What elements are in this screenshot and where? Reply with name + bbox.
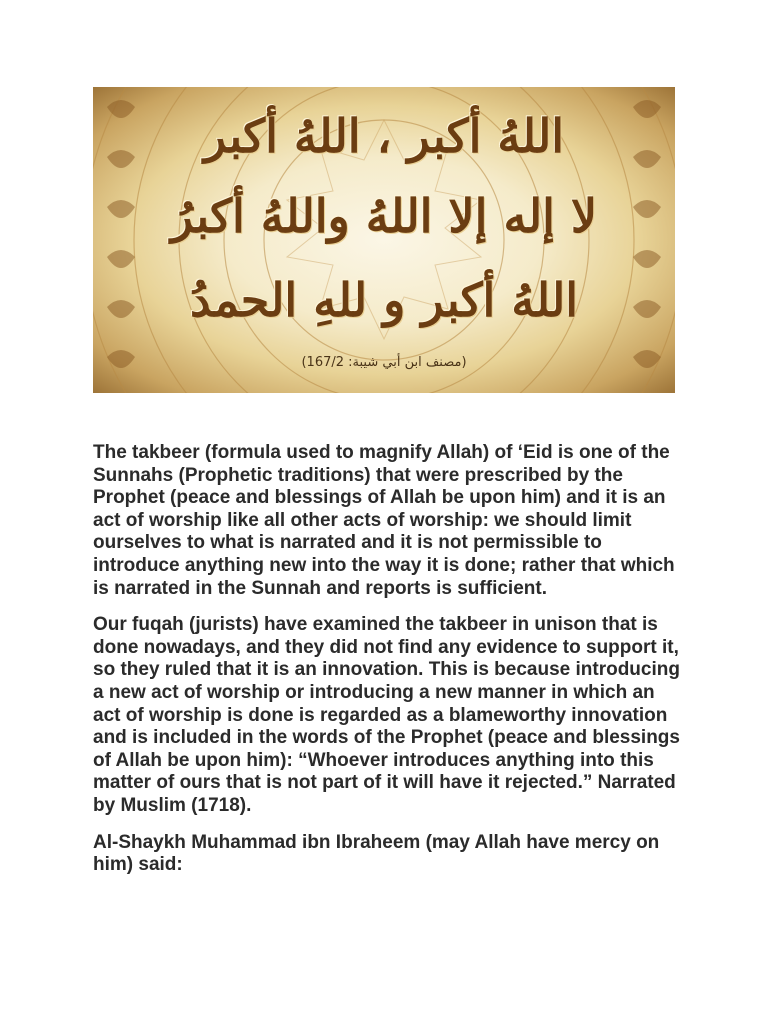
calligraphy-citation: (مصنف ابن أبي شيبة: 167/2)	[301, 355, 467, 370]
calligraphy-line-3: اللهُ أكبر و للهِ الحمدُ	[189, 273, 579, 327]
paragraph-fuqah-ruling: Our fuqah (jurists) have examined the takbeer in unison that is done nowadays, and they did not find any evidence to support it, so they ruled that it is an innovation. This is because introducing a new act of worship or introducing a new manner in which an act of worship is done is regarded as a blameworthy innovation and is included in the words of the Prophet (peace and blessings of Allah be upon him): “Whoever introduces anything into this matter of ours that is not part of it will have it rejected.” Narrated by Muslim (1718).	[93, 614, 680, 816]
takbeer-calligraphy-image	[93, 87, 675, 393]
paragraph-shaykh-quote-intro: Al-Shaykh Muhammad ibn Ibraheem (may Allah have mercy on him) said:	[93, 831, 660, 876]
calligraphy-line-2: لا إله إلا اللهُ واللهُ أكبرُ	[170, 189, 598, 243]
paragraph-takbeer-sunnah: The takbeer (formula used to magnify Allah) of ‘Eid is one of the Sunnahs (Prophetic traditions) that were prescribed by the Prophet (peace and blessings of Allah be upon him) and it is an act of worship like all other acts of worship: we should limit ourselves to what is narrated and it is not permissible to introduce anything new into the way it is done; rather that which is narrated in the Sunnah and reports is sufficient.	[93, 442, 675, 599]
article-body	[93, 442, 683, 891]
calligraphy-line-1: اللهُ أكبر ، اللهُ أكبر	[203, 109, 565, 163]
